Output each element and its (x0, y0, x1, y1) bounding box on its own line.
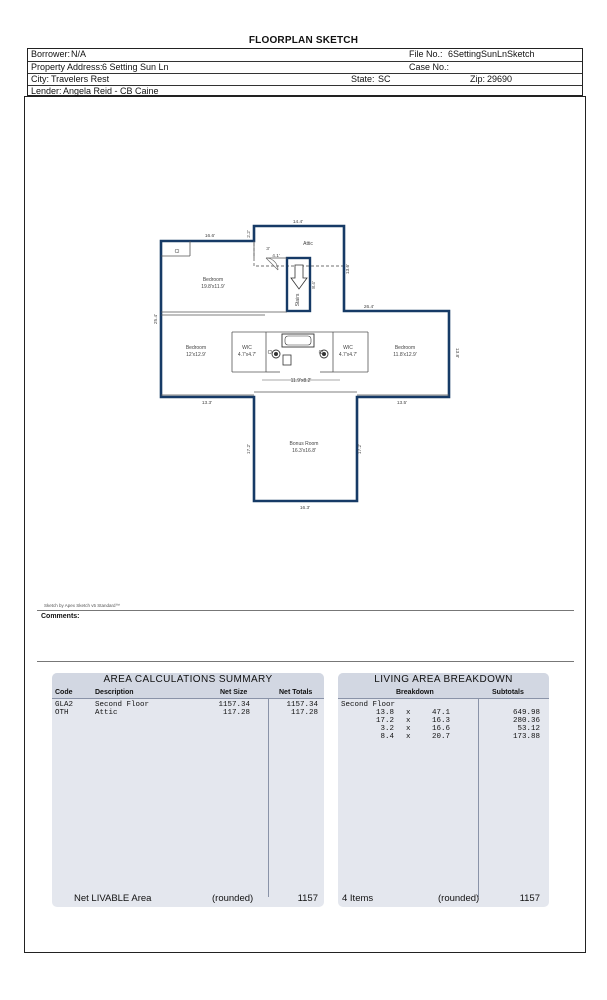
address-label: Property Address: (31, 62, 103, 72)
col-description: Description (95, 689, 134, 696)
file-label: File No.: (409, 49, 443, 59)
room-1-name: Bedroom (202, 277, 224, 283)
exterior-walls (161, 226, 449, 501)
closet-label-1: Cl (174, 249, 180, 255)
section-label: Second Floor (341, 701, 396, 709)
dim-3ft: 3' (266, 247, 270, 252)
breakdown-total: 1157 (519, 893, 540, 904)
borrower-value: N/A (71, 49, 87, 59)
wic-right-size: 4.7'x4.7' (338, 352, 358, 358)
dim-17ft-right: 17.2' (358, 443, 363, 455)
breakdown-x: x (406, 733, 411, 741)
dim-small: 2.2' (247, 230, 252, 238)
property-header (27, 48, 583, 96)
breakdown-b: 16.3 (431, 717, 450, 725)
wic-right-name: WIC (343, 345, 353, 351)
zip-label: Zip: (470, 74, 486, 84)
closet-label-2: Cl (267, 350, 273, 356)
header-row-address (28, 61, 582, 73)
sketch-credit: Sketch by Apex Sketch v5 Standard™ (44, 603, 121, 608)
header-row-city (28, 73, 582, 85)
file-value: 6SettingSunLnSketch (448, 49, 535, 59)
address-value: 6 Setting Sun Ln (102, 62, 169, 72)
lender-value: Angela Reid - CB Caine (63, 86, 159, 96)
borrower-label: Borrower: (31, 49, 71, 59)
state-label: State: (351, 74, 375, 84)
row-net: 1157.34 (218, 701, 250, 709)
sink-left-drain (274, 352, 278, 356)
stairs-arrow-icon (291, 265, 307, 289)
col-code: Code (55, 689, 73, 696)
lender-label: Lender: (31, 86, 62, 96)
area-summary-title: AREA CALCULATIONS SUMMARY (52, 673, 324, 687)
dim-13-5ft: 13.5' (396, 401, 408, 406)
room-3-name: Bedroom (394, 345, 416, 351)
breakdown-x: x (406, 725, 411, 733)
col-net-totals: Net Totals (279, 689, 313, 696)
breakdown-subtotal: 173.88 (512, 733, 540, 741)
dim-top-left: 16.6' (204, 234, 216, 239)
breakdown-x: x (406, 717, 411, 725)
stairs-label: Stairs (295, 293, 301, 307)
area-summary-divider (268, 699, 269, 897)
city-label: City: (31, 74, 49, 84)
interior-walls (161, 241, 449, 395)
dim-13-3ft: 13.3' (201, 401, 213, 406)
breakdown-a: 3.2 (380, 725, 394, 733)
table-row (52, 709, 324, 718)
breakdown-x: x (406, 709, 411, 717)
dim-17ft-left: 17.2' (247, 443, 252, 455)
area-summary-footer (52, 891, 324, 907)
dim-attic-right: 13.6' (346, 263, 351, 275)
breakdown-b: 16.6 (431, 725, 450, 733)
toilet-icon (283, 355, 291, 365)
breakdown-subtotal: 53.12 (517, 725, 540, 733)
net-livable-rounded: (rounded) (212, 893, 254, 904)
breakdown-a: 13.8 (375, 709, 394, 717)
dim-attic-top: 14.4' (292, 220, 304, 225)
breakdown-b: 20.7 (431, 733, 450, 741)
dim-13-8ft: 13.8' (454, 347, 459, 359)
dim-16ft-bottom: 16.3' (299, 506, 311, 511)
attic-outline (254, 226, 344, 266)
room-4-name: Bonus Room (289, 441, 319, 447)
living-breakdown-header (338, 687, 549, 699)
zip-value: 29690 (487, 74, 513, 84)
living-breakdown-title: LIVING AREA BREAKDOWN (338, 673, 549, 687)
row-description: Second Floor (95, 701, 150, 709)
room-3-size: 11.8'x12.9' (393, 352, 417, 358)
state-value: SC (378, 74, 391, 84)
divider-top (37, 610, 574, 611)
dim-8ft: 8.4' (312, 281, 317, 289)
breakdown-rounded: (rounded) (438, 893, 480, 904)
room-2-size: 12'x12.9' (186, 352, 206, 358)
items-count: 4 Items (342, 893, 374, 904)
hall-dim-label: 11.9'x8.2' (290, 378, 312, 384)
breakdown-b: 47.1 (431, 709, 450, 717)
breakdown-a: 17.2 (375, 717, 394, 725)
attic-label: Attic (303, 241, 313, 247)
row-total: 1157.34 (286, 701, 318, 709)
city-value: Travelers Rest (51, 74, 110, 84)
col-net-size: Net Size (220, 689, 248, 696)
row-net: 117.28 (222, 709, 250, 717)
dim-25ft: 25.4' (154, 313, 159, 325)
row-total: 117.28 (290, 709, 318, 717)
comments-label: Comments: (41, 613, 80, 620)
area-summary-header (52, 687, 324, 699)
living-breakdown-panel (338, 673, 549, 907)
wic-left-name: WIC (242, 345, 252, 351)
header-row-borrower (28, 49, 582, 61)
col-subtotals: Subtotals (492, 689, 524, 696)
dim-26ft: 26.4' (363, 305, 375, 310)
closet-label-3: Cl (318, 350, 324, 356)
living-breakdown-footer (338, 891, 549, 907)
row-description: Attic (95, 709, 118, 717)
breakdown-subtotal: 649.98 (512, 709, 540, 717)
room-2-name: Bedroom (185, 345, 207, 351)
breakdown-a: 8.4 (380, 733, 394, 741)
row-code: OTH (55, 709, 69, 717)
row-code: GLA2 (55, 701, 74, 709)
list-item (338, 733, 549, 742)
room-4-size: 16.3'x16.8' (292, 448, 316, 454)
dim-4ft: 4.1' (272, 254, 280, 259)
net-livable-label: Net LIVABLE Area (74, 893, 152, 904)
page-title: FLOORPLAN SKETCH (248, 35, 359, 46)
breakdown-subtotal: 280.36 (512, 717, 540, 725)
wic-left-size: 4.7'x4.7' (237, 352, 257, 358)
area-summary-panel (52, 673, 324, 907)
divider-bottom (37, 661, 574, 662)
net-livable-value: 1157 (297, 893, 318, 904)
col-breakdown: Breakdown (396, 689, 434, 696)
room-1-size: 19.8'x11.9' (201, 284, 225, 290)
case-label: Case No.: (409, 62, 450, 72)
floorplan-sketch (40, 200, 480, 520)
